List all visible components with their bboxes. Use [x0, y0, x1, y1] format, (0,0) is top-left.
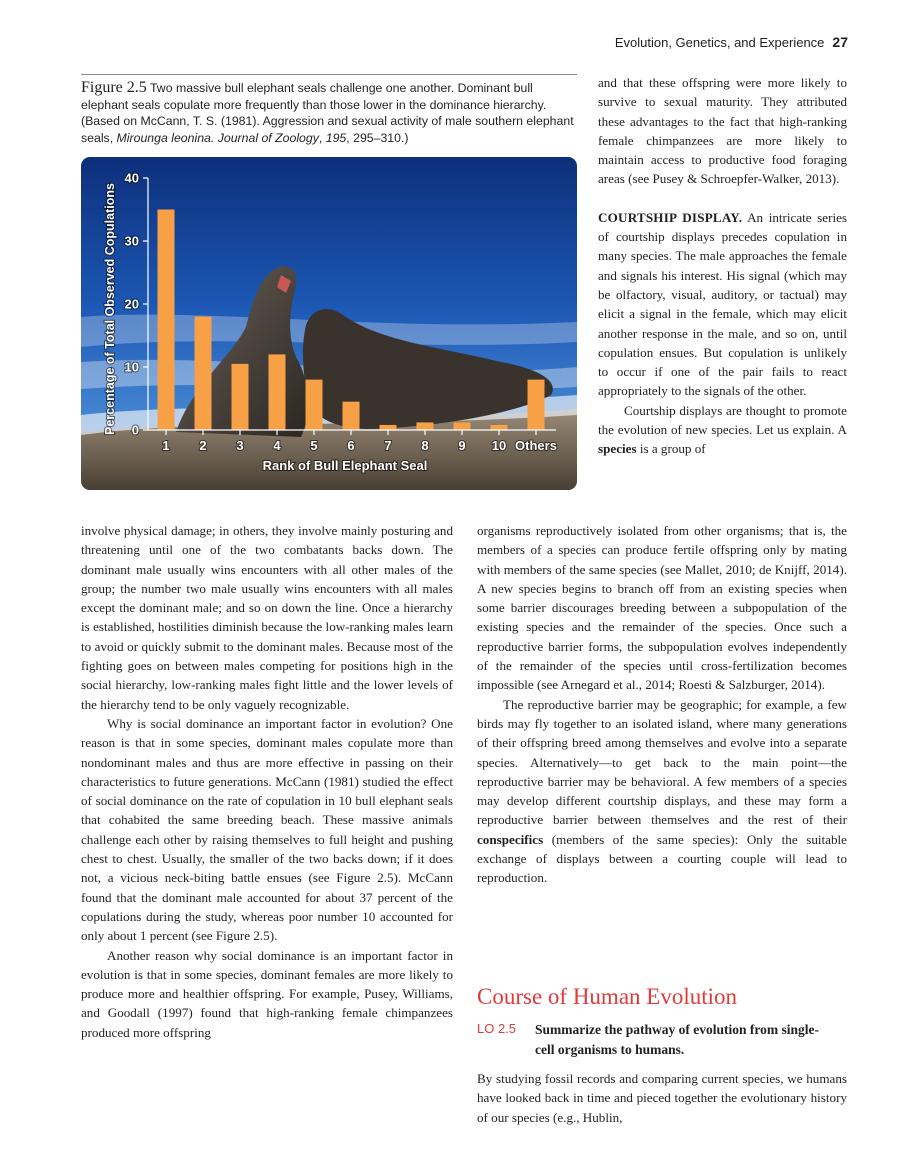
x-tick-label: 10 — [491, 438, 507, 453]
x-tick-label: Others — [515, 438, 557, 453]
y-tick-label: 10 — [124, 359, 139, 375]
figure-label: Figure 2.5 — [81, 79, 147, 96]
key-term: species — [598, 441, 637, 457]
x-axis-label: Rank of Bull Elephant Seal — [262, 458, 428, 473]
y-tick-label: 30 — [124, 233, 139, 249]
bar-others — [528, 380, 545, 430]
bar-9 — [454, 422, 471, 430]
key-term: conspecifics — [477, 831, 544, 847]
run-in-heading: COURTSHIP DISPLAY. — [598, 209, 743, 225]
x-tick-label: 2 — [199, 438, 207, 453]
paragraph: The reproductive barrier may be geographic; for example, a few birds may fly together to an isolated island, where many generations of their offspring breed among themselves and evolve into a separate species. Alternatively—to get back to the main point—the reproductive barrier may be behavioral. A few members of a species may develop different courtship displays, and these may form a reproductive barrier between themselves and the rest of their conspecifics (members of the same species): Only the suitable exchange of displays between a courting couple will lead to reproduction. — [477, 696, 847, 886]
caption-rule — [81, 74, 577, 75]
paragraph: Why is social dominance an important factor in evolution? One reason is that in some species, dominant males copulate more than nondominant males and thus are more effective in passing on their characteristics to future generations. McCann (1981) studied the effect of social dominance on the rate of copulation in 10 bull elephant seals that cohabited the same breeding beach. These massive animals challenge each other by raising themselves to full height and pushing chest to chest. Usually, the smaller of the two backs down; if it does not, a vicious neck-biting battle ensues (see Figure 2.5). McCann found that the dominant male accounted for about 37 percent of the copulations during the study, whereas poor number 10 accounted for only about 1 percent (see Figure 2.5). — [81, 715, 453, 944]
lo-number: LO 2.5 — [477, 1021, 517, 1036]
y-tick-label: 20 — [124, 296, 139, 312]
x-tick-label: 6 — [347, 438, 355, 453]
section-title: Course of Human Evolution — [477, 984, 737, 1009]
right-column-top — [598, 73, 847, 459]
x-tick-label: 5 — [310, 438, 318, 453]
bar-2 — [195, 317, 212, 430]
elephant-seal-photo-with-chart — [81, 157, 577, 490]
bar-5 — [306, 380, 323, 430]
x-tick-label: 3 — [236, 438, 244, 453]
x-tick-label: 7 — [384, 438, 392, 453]
copulation-bar-chart — [81, 157, 577, 490]
figure-caption: Figure 2.5 Two massive bull elephant seals challenge one another. Dominant bull elephant seals copulate more frequently than those lower in the dominance hierarchy. (Based on McCann, T. S. (1981). Aggression and sexual activity of male southern elephant seals, Mirounga leonina. Journal of Zoology, 195, 295–310.) — [81, 79, 574, 145]
y-tick-label: 0 — [131, 422, 139, 438]
bar-7 — [380, 425, 397, 430]
bar-4 — [269, 354, 286, 430]
paragraph: Another reason why social dominance is an important factor in evolution is that in some species, dominant females are more likely to produce more and healthier offspring. For example, Pusey, Williams, and Goodall (1997) found that high-ranking female chimpanzees produced more offspring — [81, 947, 453, 1040]
bar-3 — [232, 364, 249, 430]
section-paragraph — [477, 1069, 847, 1127]
paragraph: organisms reproductively isolated from other organisms; that is, the members of a species can produce fertile offspring only by mating with members of the same species (see Mallet, 2010; de Knijff, 2014). A new species begins to branch off from an existing species when some barrier discourages breeding between a subpopulation of the existing species and the remainder of the species. Once such a reproductive barrier forms, the subpopulation evolves independently of the remainder of the species until cross-fertilization becomes impossible (see Arnegard et al., 2014; Roesti & Salzburger, 2014). — [477, 523, 847, 693]
running-head — [615, 34, 848, 50]
y-axis-label: Percentage of Total Observed Copulations — [103, 183, 117, 435]
x-tick-label: 8 — [421, 438, 429, 453]
paragraph: and that these offspring were more likely to survive to sexual maturity. They attributed these advantages to the fact that high-ranking female chimpanzees are more likely to maintain access to productive food foraging areas (see Pusey & Schroepfer-Walker, 2013). — [598, 75, 847, 187]
bar-1 — [158, 210, 175, 431]
paragraph-courtship: COURTSHIP DISPLAY. An intricate series of courtship displays precedes copulation in many species. The male approaches the female and signals his interest. His signal (which may be olfactory, visual, auditory, or tactual) may elicit a signal in the female, which may elicit another response in the male, and so on, until copulation ensues. But copulation is unlikely to occur if one of the pair fails to react appropriately to the signals of the other. — [598, 209, 847, 399]
running-title: Evolution, Genetics, and Experience — [614, 35, 825, 50]
paragraph: By studying fossil records and comparing current species, we humans have looked back in time and pieced together the evolutionary history of our species (e.g., Hublin, — [477, 1071, 847, 1125]
bar-6 — [343, 402, 360, 430]
page-number: 27 — [832, 34, 848, 50]
y-tick-label: 40 — [124, 170, 139, 186]
paragraph: involve physical damage; in others, they involve mainly posturing and threatening until one of the two combatants backs down. The dominant male usually wins encounters with all other males of the group; the number two male usually wins encounters with all males except the dominant male; and so on down the line. Once a hierarchy is established, hostilities diminish because the low-ranking males learn to avoid or quickly submit to the dominant males. Because most of the fighting goes on between males competing for positions high in the social hierarchy, low-ranking males fight little and the lower levels of the hierarchy tend to be only vaguely recognizable. — [81, 523, 453, 712]
x-tick-label: 9 — [458, 438, 466, 453]
paragraph: Courtship displays are thought to promote the evolution of new species. Let us explain. A species is a group of — [598, 402, 847, 457]
right-column-bottom — [477, 521, 847, 888]
x-tick-label: 1 — [162, 438, 170, 453]
left-column — [81, 521, 453, 1042]
bar-8 — [417, 422, 434, 430]
bar-10 — [491, 425, 508, 430]
lo-text: Summarize the pathway of evolution from single-cell organisms to humans. — [535, 1022, 819, 1057]
x-tick-label: 4 — [273, 438, 281, 453]
